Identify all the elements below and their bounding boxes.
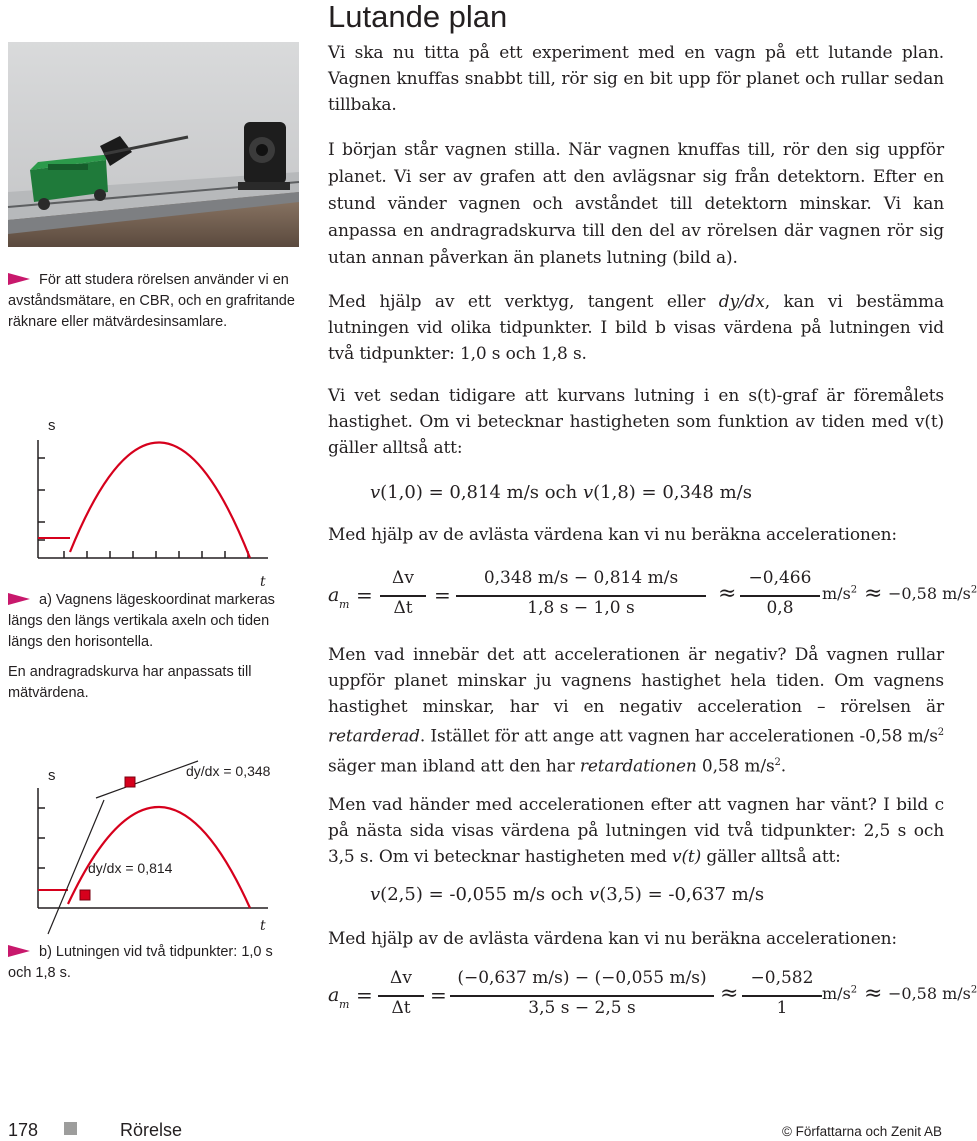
paragraph-acc-intro-1: Med hjälp av de avlästa värdena kan vi nu beräkna accelerationen: [328,525,897,545]
photo-caption: För att studera rörelsen använder vi en avståndsmätare, en CBR, och en grafritande räknare eller mätvärdesinsamlare. [8,272,295,330]
graph-b [8,758,300,938]
page-title: Lutande plan [328,0,508,34]
graph-b-xlabel: t [260,918,266,934]
graph-a-caption-2: En andragradskurva har anpassats till mätvärdena. [8,664,252,701]
triangle-marker-icon [8,593,30,605]
velocity-equation-2: v(2,5) = -0,055 m/s och v(3,5) = -0,637 m/s [370,884,765,905]
paragraph-motion: I början står vagnen stilla. När vagnen knuffas till, rör den sig uppför planet. Vi ser av grafen att den avlägsnar sig från detektorn. Efter en stund vänder vagnen och avståndet till detektorn minskar. Vi kan anpassa en andragradskurva till den del av rörelsen där vagnen rör sig utan annan påverkan än planets lutning (bild a). [328,140,944,268]
graph-b-caption: b) Lutningen vid två tidpunkter: 1,0 s och 1,8 s. [8,944,273,981]
graph-a-xlabel: t [260,574,266,590]
graph-b-label-top: dy/dx = 0,348 [186,763,271,779]
section-name: Rörelse [120,1120,183,1140]
triangle-marker-icon [8,273,30,285]
copyright: © Författarna och Zenit AB [781,1124,942,1139]
acceleration-formula-1: a m = Δv Δt = 0,348 m/s − 0,814 m/s 1,8 s − 1,0 s ≈ −0,466 0,8 $m/s^2$ ≈ −0,58 $m/s^2$ [328,568,977,618]
graph-a-ylabel: s [48,417,56,434]
graph-a [8,400,300,592]
graph-a-caption: a) Vagnens lägeskoordinat markeras längs den längs vertikala axeln och tiden längs den horisontella. [8,592,275,650]
intro-paragraph: Vi ska nu titta på ett experiment med en vagn på ett lutande plan. Vagnen knuffas snabbt till, rör sig en bit upp för planet och rullar sedan tillbaka. [328,43,944,115]
page-number: 178 [8,1120,39,1140]
paragraph-acc-intro-2: Med hjälp av de avlästa värdena kan vi nu beräkna accelerationen: [328,929,897,949]
graph-b-ylabel: s [48,767,56,784]
velocity-equation-1: v(1,0) = 0,814 m/s och v(1,8) = 0,348 m/s [370,482,752,503]
footer-square-icon [64,1122,77,1135]
paragraph-velocity: Vi vet sedan tidigare att kurvans lutning i en s(t)-graf är föremålets hastighet. Om vi betecknar hastigheten som funktion av tiden med v(t) gäller alltså att: [328,386,944,458]
paragraph-retardation: Men vad innebär det att accelerationen är negativ? Då vagnen rullar uppför planet minskar ju vagnens hastighet hela tiden. Om vagnens hastighet minskar, har vi en negativ acceleration – rörelsen är retarderad. Istället för att ange att vagnen har accelerationen -0,58 $m/s^2$ säger man ibland att den har retardationen 0,58 $m/s^2$. [328,645,944,777]
cart-on-ramp-photo [8,42,299,247]
paragraph-after-turn: Men vad händer med accelerationen efter att vagnen har vänt? I bild c på nästa sida visas värdena på lutningen vid två tidpunkter: 2,5 s och 3,5 s. Om vi betecknar hastigheten med v(t) gäller alltså att: [328,795,944,867]
triangle-marker-icon [8,945,30,957]
paragraph-slope: Med hjälp av ett verktyg, tangent eller dy/dx, kan vi bestämma lutningen vid olika tidpunkter. I bild b visas värdena på lutningen vid två tidpunkter: 1,0 s och 1,8 s. [328,292,944,364]
acceleration-formula-2: a m = Δv Δt = (−0,637 m/s) − (−0,055 m/s) 3,5 s − 2,5 s ≈ −0,582 1 $m/s^2$ ≈ −0,58 $m/s^2$ [328,968,977,1018]
graph-b-label-bottom: dy/dx = 0,814 [88,860,173,876]
